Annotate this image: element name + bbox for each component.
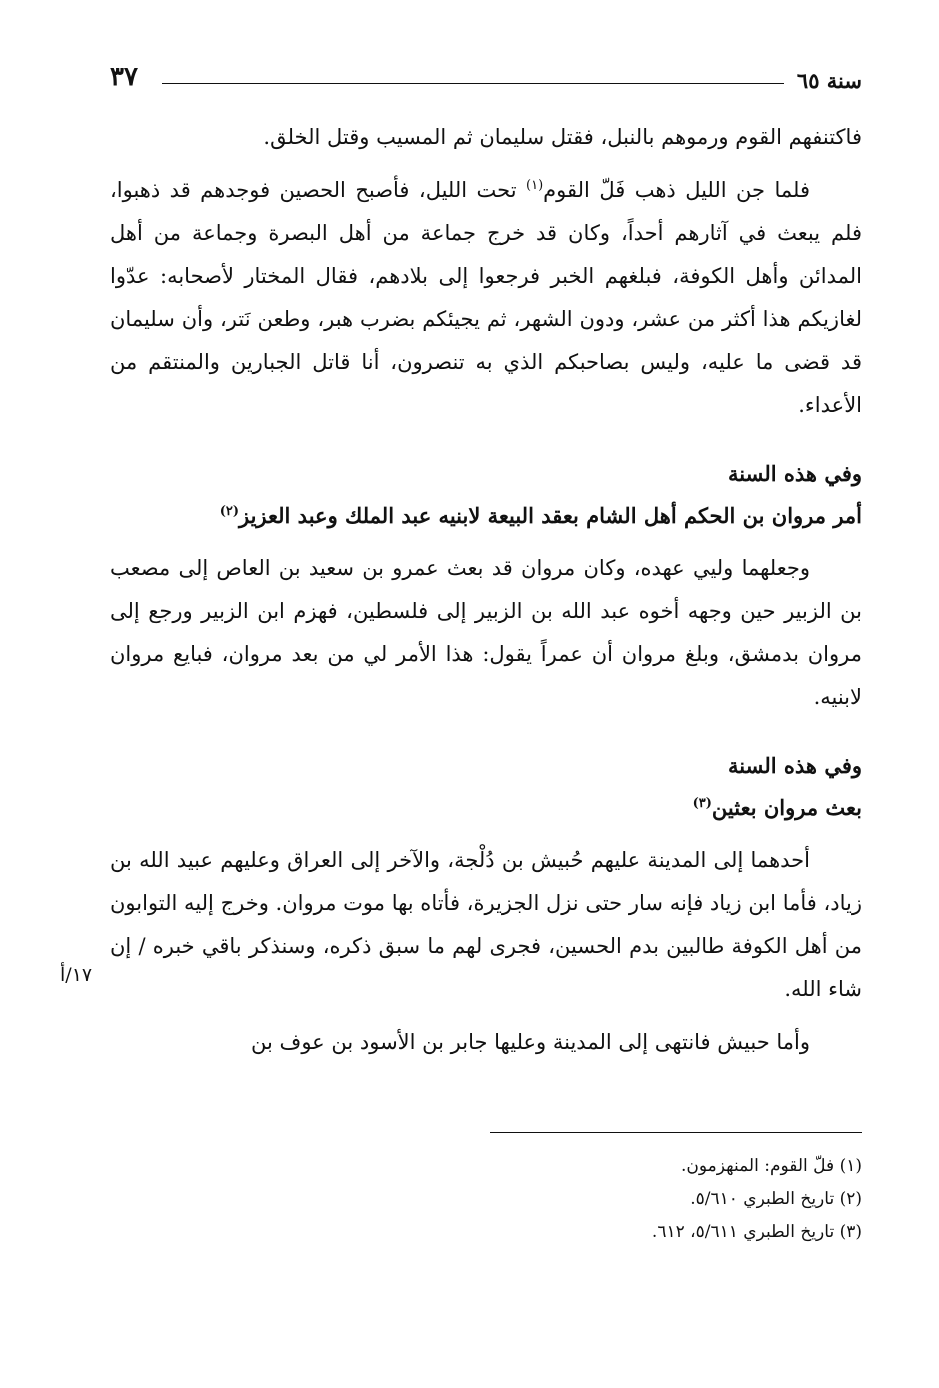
footnote-ref-1: (١) — [526, 178, 544, 193]
footnote-ref-2: (٢) — [219, 504, 239, 519]
paragraph-4: أحدهما إلى المدينة عليهم حُبيش بن دُلْجة، والآخر إلى العراق وعليهم عبيد الله بن زياد، فأما ابن زياد فإنه سار حتى نزل الجزيرة، فأتاه بها موت مروان. وخرج إليه التوابون من أهل الكوفة طالبين بدم الحسين، فجرى لهم ما سبق ذكره، وسنذكر باقي خبره / إن شاء الله. — [110, 848, 862, 1001]
paragraph-2-start: فلما جن الليل ذهب فَلّ القوم — [543, 178, 810, 202]
heading-2-text: بعث مروان بعثين — [711, 795, 862, 820]
page — [60, 62, 862, 1362]
section-heading-1-line1: وفي هذه السنة — [728, 461, 862, 486]
footnote-rule — [490, 1132, 862, 1133]
footnote-ref-3: (٣) — [692, 796, 712, 811]
footnote-3: (٣) تاريخ الطبري ٥/٦١١، ٦١٢. — [651, 1222, 862, 1242]
main-text — [110, 116, 862, 1064]
page-number: ٣٧ — [110, 62, 138, 92]
paragraph-2 — [110, 169, 862, 427]
header-rule — [162, 83, 784, 84]
manuscript-folio-note: ١٧/أ — [60, 964, 93, 986]
paragraph-3: وجعلهما وليي عهده، وكان مروان قد بعث عمرو بن سعيد بن العاص إلى مصعب بن الزبير حين وجهه أخوه عبد الله بن الزبير إلى فلسطين، فهزم ابن الزبير ورجع إلى مروان بدمشق، وبلغ مروان أن عمراً يقول: هذا الأمر لي من بعد مروان، فبايع مروان لابنيه. — [110, 556, 862, 709]
heading-1-text: أمر مروان بن الحكم أهل الشام بعقد البيعة لابنيه عبد الملك وعبد العزيز — [238, 503, 862, 528]
paragraph-1: فاكتنفهم القوم ورموهم بالنبل، فقتل سليمان ثم المسيب وقتل الخلق. — [263, 125, 862, 149]
paragraph-5: وأما حبيش فانتهى إلى المدينة وعليها جابر بن الأسود بن عوف بن — [251, 1030, 810, 1054]
section-heading-1-line2 — [110, 495, 862, 537]
header-year: سنة ٦٥ — [796, 68, 862, 93]
section-heading-2-line2 — [110, 787, 862, 829]
footnote-1: (١) فلّ القوم: المنهزمون. — [680, 1156, 862, 1176]
section-heading-2-line1: وفي هذه السنة — [728, 753, 862, 778]
paragraph-2-rest: تحت الليل، فأصبح الحصين فوجدهم قد ذهبوا، فلم يبعث في آثارهم أحداً، وكان قد خرج جماعة من أهل البصرة وجماعة من أهل المدائن وأهل الكوفة، فبلغهم الخبر فرجعوا إلى بلادهم، فقال المختار لأصحابه: عدّوا لغازيكم هذا أكثر من عشر، ودون الشهر، ثم يجيئكم بضرب هبر، وطعن نَتر، وأن سليمان قد قضى ما عليه، وليس بصاحبكم الذي به تنصرون، أنا قاتل الجبارين والمنتقم من الأعداء. — [110, 178, 862, 417]
footnotes — [110, 1150, 862, 1249]
footnote-2: (٢) تاريخ الطبري ٥/٦١٠. — [690, 1189, 862, 1209]
running-header — [110, 62, 862, 102]
